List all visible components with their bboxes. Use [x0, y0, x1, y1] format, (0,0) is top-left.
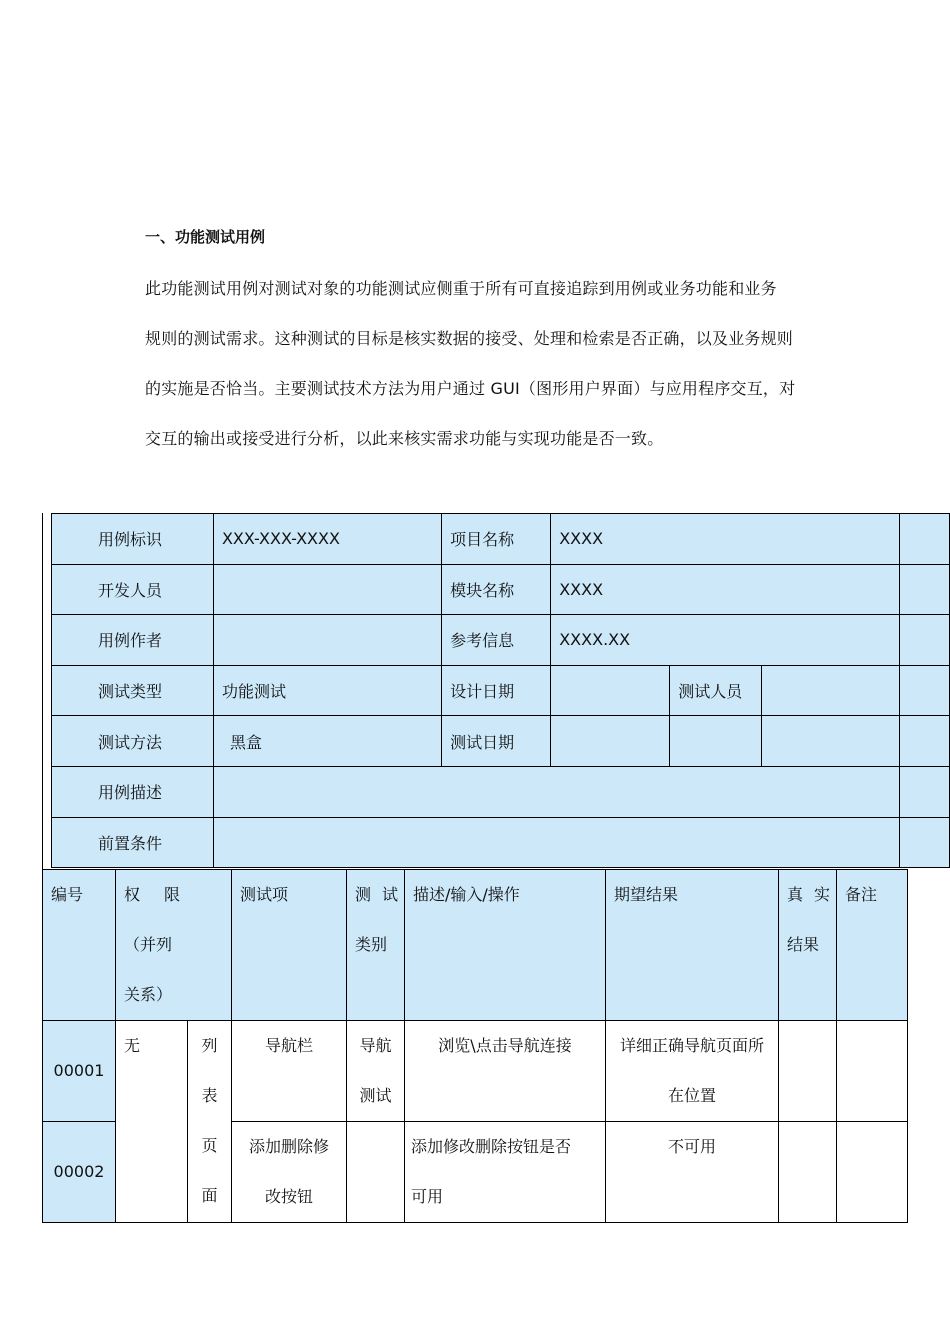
table-row [52, 665, 950, 716]
header-actual-char: 实 [813, 885, 830, 904]
table-row [52, 716, 950, 767]
description-line: 可用 [411, 1187, 444, 1206]
actual-cell [779, 1021, 837, 1122]
test-date-value [551, 716, 670, 767]
page-char: 列 [201, 1036, 218, 1055]
header-permission-char: 权 [124, 885, 141, 904]
test-item-cell [232, 1122, 347, 1223]
design-date-value [551, 665, 670, 716]
paragraph-line: 规则的测试需求。这种测试的目标是核实数据的接受、处理和检索是否正确，以及业务规则 [145, 329, 794, 348]
reference-value: XXXX.XX [551, 615, 900, 666]
expected-line: 不可用 [667, 1137, 716, 1156]
design-date-label: 设计日期 [442, 665, 551, 716]
table-row [43, 1021, 908, 1122]
expected-cell [606, 1122, 779, 1223]
empty-cell [670, 716, 761, 767]
header-permission-char: 限 [163, 885, 180, 904]
header-actual [779, 870, 837, 1021]
header-expected: 期望结果 [606, 870, 779, 1021]
test-type-value: 功能测试 [213, 665, 441, 716]
description-cell [405, 1122, 606, 1223]
test-item-line: 导航栏 [264, 1036, 313, 1055]
spare-cell [900, 716, 950, 767]
table-row [52, 817, 950, 868]
header-actual-char: 真 [787, 885, 804, 904]
header-category-line: 类别 [355, 935, 388, 954]
test-method-value: 黑盒 [213, 716, 441, 767]
category-line: 测试 [359, 1086, 392, 1105]
table-row [52, 766, 950, 817]
spare-cell [900, 766, 950, 817]
page-char: 面 [201, 1186, 218, 1205]
table-row [52, 514, 950, 565]
spare-cell [900, 817, 950, 868]
description-label: 用例描述 [52, 766, 214, 817]
developer-label: 开发人员 [52, 564, 214, 615]
tester-value [761, 665, 900, 716]
expected-line: 在位置 [667, 1086, 716, 1105]
spare-cell [900, 514, 950, 565]
empty-cell [761, 716, 900, 767]
case-info-table [51, 513, 950, 868]
description-cell [405, 1021, 606, 1122]
row-id: 00002 [43, 1122, 116, 1223]
description-line: 添加修改删除按钮是否 [411, 1137, 572, 1156]
category-cell [347, 1021, 405, 1122]
description-value [213, 766, 899, 817]
reference-label: 参考信息 [442, 615, 551, 666]
header-category [347, 870, 405, 1021]
header-category-char: 试 [381, 885, 398, 904]
paragraph-line: 交互的输出或接受进行分析，以此来核实需求功能与实现功能是否一致。 [145, 429, 664, 448]
precondition-label: 前置条件 [52, 817, 214, 868]
page-char: 表 [201, 1086, 218, 1105]
header-id: 编号 [43, 870, 116, 1021]
actual-cell [779, 1122, 837, 1223]
spare-cell [900, 615, 950, 666]
project-name-label: 项目名称 [442, 514, 551, 565]
remark-cell [837, 1021, 908, 1122]
tester-label: 测试人员 [670, 665, 761, 716]
header-permission-line: 关系） [124, 985, 173, 1004]
test-method-label: 测试方法 [52, 716, 214, 767]
test-item-line: 添加删除修 [248, 1137, 329, 1156]
case-id-value: XXX-XXX-XXXX [213, 514, 441, 565]
spare-cell [900, 564, 950, 615]
header-permission [116, 870, 232, 1021]
page-char: 页 [201, 1136, 218, 1155]
category-line: 导航 [359, 1036, 392, 1055]
row-id: 00001 [43, 1021, 116, 1122]
spare-cell [900, 665, 950, 716]
header-test-item: 测试项 [232, 870, 347, 1021]
header-remark: 备注 [837, 870, 908, 1021]
permission-cell: 无 [116, 1021, 188, 1223]
test-date-label: 测试日期 [442, 716, 551, 767]
developer-value [213, 564, 441, 615]
module-name-label: 模块名称 [442, 564, 551, 615]
category-cell [347, 1122, 405, 1223]
precondition-value [213, 817, 899, 868]
header-category-char: 测 [355, 885, 372, 904]
description-line: 浏览\点击导航连接 [438, 1036, 572, 1055]
project-name-value: XXXX [551, 514, 900, 565]
expected-line: 详细正确导航页面所 [619, 1036, 764, 1055]
table-row [52, 615, 950, 666]
section-heading: 一、功能测试用例 [145, 228, 266, 246]
test-item-line: 改按钮 [264, 1187, 313, 1206]
author-label: 用例作者 [52, 615, 214, 666]
test-case-table [42, 869, 908, 1223]
test-type-label: 测试类型 [52, 665, 214, 716]
page-cell [188, 1021, 232, 1223]
header-actual-line: 结果 [787, 935, 820, 954]
author-value [213, 615, 441, 666]
remark-cell [837, 1122, 908, 1223]
test-item-cell [232, 1021, 347, 1122]
header-description: 描述/输入/操作 [405, 870, 606, 1021]
header-permission-line: （并列 [124, 935, 173, 954]
table-row [52, 564, 950, 615]
expected-cell [606, 1021, 779, 1122]
table-header-row [43, 870, 908, 1021]
paragraph-line: 的实施是否恰当。主要测试技术方法为用户通过 GUI（图形用户界面）与应用程序交互，对 [145, 379, 796, 398]
case-id-label: 用例标识 [52, 514, 214, 565]
module-name-value: XXXX [551, 564, 900, 615]
paragraph-line: 此功能测试用例对测试对象的功能测试应侧重于所有可直接追踪到用例或业务功能和业务 [145, 279, 777, 298]
